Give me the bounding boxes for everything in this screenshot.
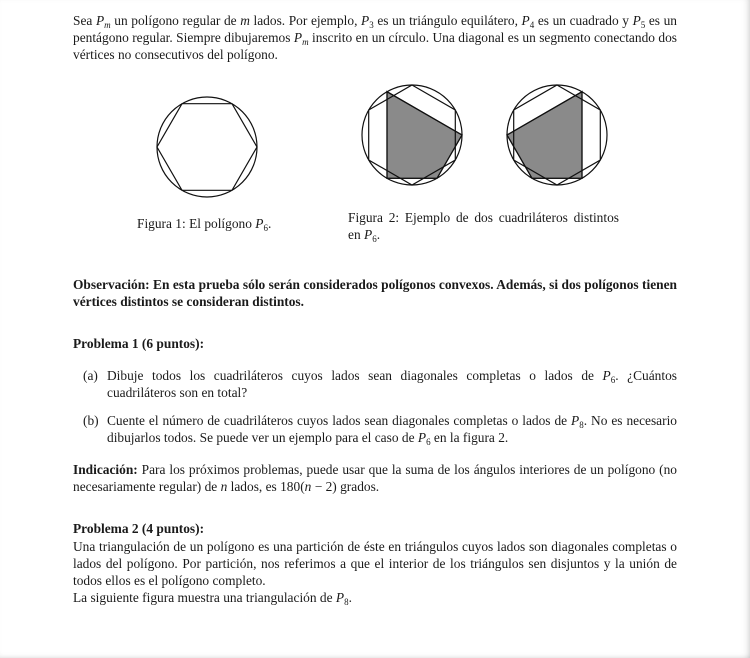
figure-2-caption: Figura 2: Ejemplo de dos cuadriláteros distintos en $P_6$. xyxy=(348,210,619,244)
figure-2-left xyxy=(360,83,464,187)
item-label: (b) xyxy=(83,413,99,428)
circumscribed-circle xyxy=(157,97,257,197)
problem-1-part-b xyxy=(83,412,677,446)
problem-1-part-a xyxy=(83,367,677,401)
problem-2-heading: Problema 2 (4 puntos): xyxy=(73,521,205,536)
hexagon-p6 xyxy=(157,104,257,191)
observation-note: Observación: En esta prueba sólo serán considerados polígonos convexos. Además, si dos polígonos tienen vértices distintos se consideran distintos. xyxy=(73,277,677,309)
figure-1-hexagon xyxy=(155,95,259,199)
figure-2-right xyxy=(505,83,609,187)
intro-paragraph: Sea $P_m$ un polígono regular de m lados. Por ejemplo, $P_3$ es un triángulo equilátero, $P_4$ es un cuadrado y $P_5$ es un pentágono regular. Siempre dibujaremos $P_m$ inscrito en un círculo. Una diagonal es un segmento conectando dos vértices no consecutivos del polígono. xyxy=(73,13,678,62)
shaded-quadrilateral xyxy=(387,92,462,179)
item-label: (a) xyxy=(83,368,98,383)
item-text: Cuente el número de cuadriláteros cuyos lados sean diagonales completas o lados de $P_8$. No es necesario dibujarlos todos. Se puede ver un ejemplo para el caso de $P_6$ en la figura 2. xyxy=(107,413,677,447)
item-text: Dibuje todos los cuadriláteros cuyos lados sean diagonales completas o lados de $P_6$. ¿Cuántos cuadriláteros son en total? xyxy=(107,368,677,400)
shaded-quadrilateral xyxy=(507,92,582,179)
problem-2-text: Una triangulación de un polígono es una partición de éste en triángulos cuyos lados son diagonales completas o lados del polígono. Por partición, nos referimos a que el interior de los triángulos sen disjuntos y la unión de todos ellos es el polígono completo. La siguiente figura muestra una triangulación de $P_8$. xyxy=(73,539,677,607)
hint-paragraph: Indicación: Para los próximos problemas, puede usar que la suma de los ángulos interiores de un polígono (no necesariamente regular) de n lados, es 180(n − 2) grados. xyxy=(73,462,677,494)
problem-1-heading: Problema 1 (6 puntos): xyxy=(73,336,205,351)
figure-1-caption: Figura 1: El polígono $P_6$. xyxy=(137,216,272,233)
